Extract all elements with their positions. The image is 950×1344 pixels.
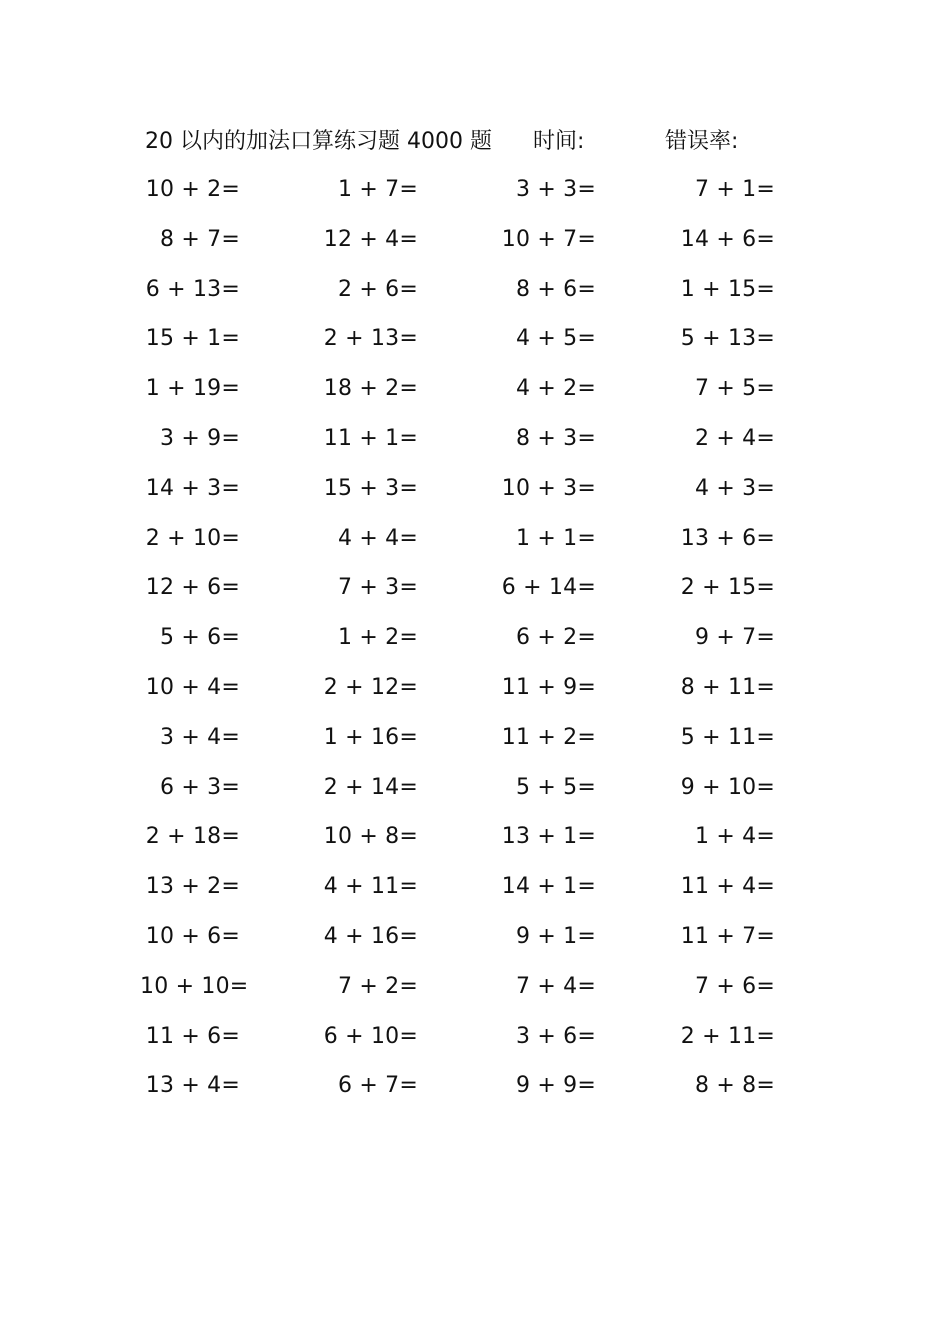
addition-problem: 2 + 14= — [323, 774, 418, 800]
addition-problem: 4 + 16= — [323, 923, 418, 949]
addition-problem: 11 + 1= — [323, 425, 418, 451]
addition-problem: 2 + 4= — [694, 425, 775, 451]
addition-problem: 2 + 12= — [323, 674, 418, 700]
addition-problem: 3 + 4= — [159, 724, 240, 750]
addition-problem: 4 + 3= — [694, 475, 775, 501]
problem-row — [0, 1021, 950, 1071]
addition-problem: 4 + 5= — [515, 326, 596, 352]
addition-problem: 7 + 5= — [694, 376, 775, 402]
addition-problem: 5 + 13= — [680, 326, 775, 352]
addition-problem: 1 + 7= — [337, 177, 418, 202]
addition-problem: 6 + 10= — [323, 1023, 418, 1049]
addition-problem: 8 + 3= — [515, 425, 596, 451]
problem-row — [0, 174, 950, 224]
addition-problem: 1 + 15= — [680, 276, 775, 302]
addition-problem: 11 + 6= — [145, 1023, 240, 1049]
addition-problem: 1 + 4= — [694, 824, 775, 850]
addition-problem: 13 + 6= — [680, 525, 775, 551]
addition-problem: 7 + 3= — [337, 575, 418, 601]
addition-problem: 6 + 14= — [501, 575, 596, 601]
addition-problem: 6 + 7= — [337, 1073, 418, 1099]
addition-problem: 10 + 3= — [501, 475, 596, 501]
addition-problem: 10 + 4= — [145, 674, 240, 700]
addition-problem: 11 + 9= — [501, 674, 596, 700]
addition-problem: 14 + 3= — [145, 475, 240, 501]
addition-problem: 14 + 6= — [680, 226, 775, 252]
worksheet-header — [145, 126, 845, 158]
addition-problem: 13 + 1= — [501, 824, 596, 850]
problem-row — [0, 971, 950, 1021]
addition-problem: 2 + 6= — [337, 276, 418, 302]
addition-problem: 2 + 15= — [680, 575, 775, 601]
addition-problem: 6 + 2= — [515, 625, 596, 651]
addition-problem: 8 + 6= — [515, 276, 596, 302]
worksheet-title: 20 以内的加法口算练习题 4000 题 — [145, 129, 492, 154]
addition-problem: 11 + 4= — [680, 874, 775, 900]
addition-problem: 10 + 8= — [323, 824, 418, 850]
problem-row — [0, 323, 950, 373]
addition-problem: 9 + 9= — [515, 1073, 596, 1099]
addition-problem: 9 + 10= — [680, 774, 775, 800]
addition-problem: 3 + 6= — [515, 1023, 596, 1049]
addition-problem: 7 + 4= — [515, 973, 596, 999]
addition-problem: 5 + 5= — [515, 774, 596, 800]
addition-problem: 18 + 2= — [323, 376, 418, 402]
problem-row — [0, 921, 950, 971]
addition-problem: 12 + 6= — [145, 575, 240, 601]
addition-problem: 11 + 7= — [680, 923, 775, 949]
addition-problem: 11 + 2= — [501, 724, 596, 750]
problem-row — [0, 473, 950, 523]
problem-row — [0, 622, 950, 672]
addition-problem: 10 + 2= — [145, 177, 240, 202]
addition-problem: 4 + 11= — [323, 874, 418, 900]
addition-problem: 12 + 4= — [323, 226, 418, 252]
problem-row — [0, 523, 950, 573]
addition-problem: 15 + 3= — [323, 475, 418, 501]
addition-problem: 1 + 19= — [145, 376, 240, 402]
addition-problem: 1 + 16= — [323, 724, 418, 750]
problem-grid — [0, 174, 950, 1120]
addition-problem: 7 + 1= — [694, 177, 775, 202]
addition-problem: 3 + 3= — [515, 177, 596, 202]
problem-row — [0, 373, 950, 423]
problem-row — [0, 423, 950, 473]
addition-problem: 3 + 9= — [159, 425, 240, 451]
problem-row — [0, 224, 950, 274]
addition-problem: 10 + 7= — [501, 226, 596, 252]
addition-problem: 15 + 1= — [145, 326, 240, 352]
addition-problem: 2 + 13= — [323, 326, 418, 352]
addition-problem: 2 + 18= — [145, 824, 240, 850]
addition-problem: 7 + 2= — [337, 973, 418, 999]
problem-row — [0, 672, 950, 722]
problem-row — [0, 274, 950, 324]
addition-problem: 2 + 11= — [680, 1023, 775, 1049]
addition-problem: 13 + 2= — [145, 874, 240, 900]
addition-problem: 1 + 2= — [337, 625, 418, 651]
addition-problem: 1 + 1= — [515, 525, 596, 551]
addition-problem: 13 + 4= — [145, 1073, 240, 1099]
addition-problem: 14 + 1= — [501, 874, 596, 900]
addition-problem: 10 + 10= — [140, 973, 249, 999]
problem-row — [0, 572, 950, 622]
addition-problem: 9 + 7= — [694, 625, 775, 651]
addition-problem: 10 + 6= — [145, 923, 240, 949]
addition-problem: 6 + 3= — [159, 774, 240, 800]
addition-problem: 6 + 13= — [145, 276, 240, 302]
problem-row — [0, 1070, 950, 1120]
addition-problem: 4 + 2= — [515, 376, 596, 402]
problem-row — [0, 772, 950, 822]
addition-problem: 8 + 7= — [159, 226, 240, 252]
addition-problem: 5 + 11= — [680, 724, 775, 750]
problem-row — [0, 871, 950, 921]
problem-row — [0, 821, 950, 871]
addition-problem: 2 + 10= — [145, 525, 240, 551]
addition-problem: 5 + 6= — [159, 625, 240, 651]
addition-problem: 9 + 1= — [515, 923, 596, 949]
addition-problem: 8 + 11= — [680, 674, 775, 700]
addition-problem: 7 + 6= — [694, 973, 775, 999]
addition-problem: 8 + 8= — [694, 1073, 775, 1099]
addition-problem: 4 + 4= — [337, 525, 418, 551]
error-rate-label: 错误率: — [665, 129, 739, 154]
time-label: 时间: — [533, 129, 585, 154]
problem-row — [0, 722, 950, 772]
